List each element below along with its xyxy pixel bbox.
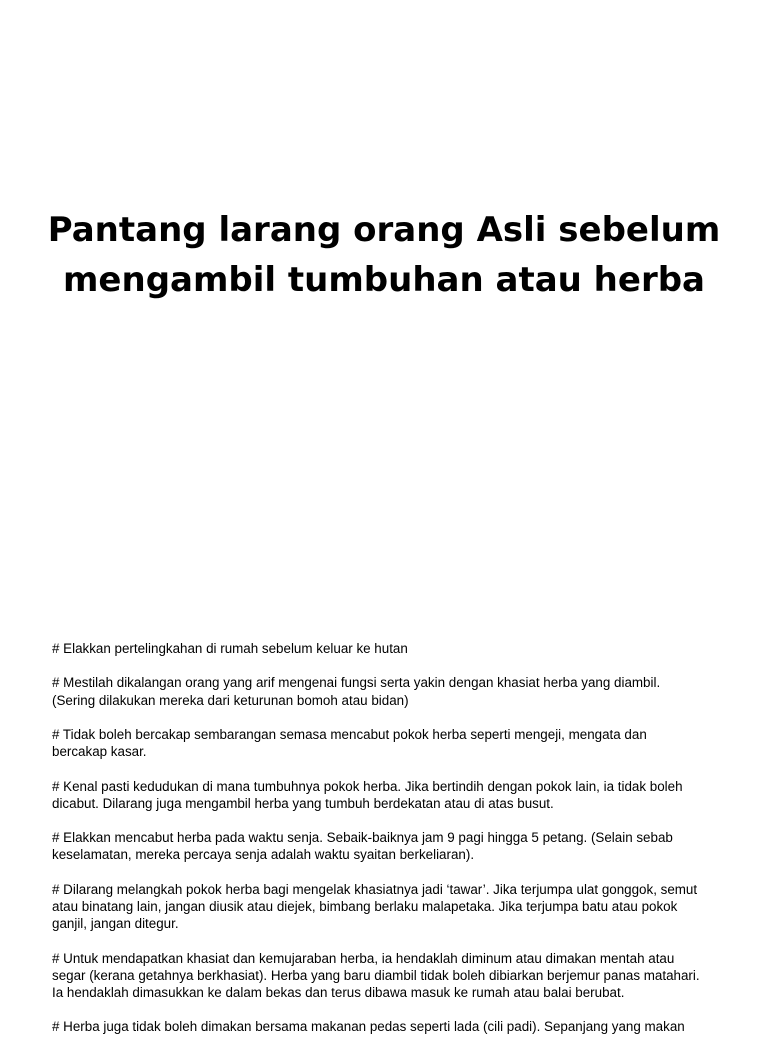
taboo-item: # Mestilah dikalangan orang yang arif mengenai fungsi serta yakin dengan khasiat herba yang diambil. (Sering dilakukan mereka dari keturunan bomoh atau bidan) <box>52 675 661 708</box>
taboo-item: # Elakkan pertelingkahan di rumah sebelum keluar ke hutan <box>52 641 408 656</box>
taboo-item: # Kenal pasti kedudukan di mana tumbuhnya pokok herba. Jika bertindih dengan pokok lain, ia tidak boleh dicabut. Dilarang juga mengambil herba yang tumbuh berdekatan atau di atas busut. <box>52 778 683 811</box>
taboo-item: # Dilarang melangkah pokok herba bagi mengelak khasiatnya jadi ‘tawar’. Jika terjumpa ulat gonggok, semut atau binatang lain, jangan diusik atau diejek, bimbang berlaku malapetaka. Jika terjumpa batu atau pokok ganjil, jangan ditegur. <box>52 881 698 932</box>
slide-title: Pantang larang orang Asli sebelum mengambil tumbuhan atau herba <box>47 210 721 300</box>
taboo-list <box>52 640 742 1053</box>
taboo-item: # Untuk mendapatkan khasiat dan kemujaraban herba, ia hendaklah diminum atau dimakan mentah atau segar (kerana getahnya berkhasiat). Herba yang baru diambil tidak boleh dibiarkan berjemur panas matahari. Ia hendaklah dimasukkan ke dalam bekas dan terus dibawa masuk ke rumah atau balai berubat. <box>52 950 700 1000</box>
taboo-item: # Herba juga tidak boleh dimakan bersama makanan pedas seperti lada (cili padi). Sepanjang yang makan <box>52 1019 685 1035</box>
taboo-item: # Tidak boleh bercakap sembarangan semasa mencabut pokok herba seperti mengeji, mengata dan bercakap kasar. <box>52 726 647 760</box>
taboo-item: # Elakkan mencabut herba pada waktu senja. Sebaik-baiknya jam 9 pagi hingga 5 petang. (Selain sebab keselamatan, mereka percaya senja adalah waktu syaitan berkeliaran). <box>52 830 673 863</box>
